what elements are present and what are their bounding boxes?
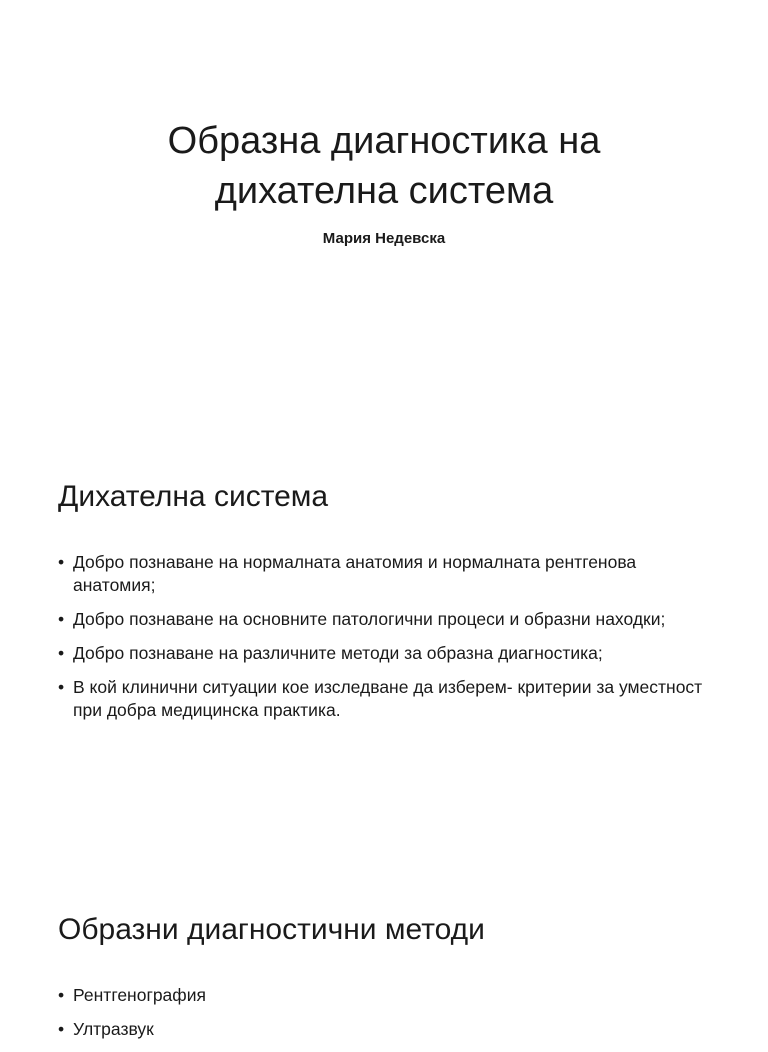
slide-respiratory-system [0, 450, 768, 882]
bullet-text: В кой клинични ситуации кое изследване да изберем- критерии за уместност при добра медицинска практика. [73, 677, 703, 720]
presentation-title [40, 116, 728, 216]
bullet-item [58, 551, 708, 597]
bullet-item [58, 1018, 708, 1041]
bullet-icon: • [58, 552, 65, 572]
bullet-item [58, 642, 708, 665]
bullet-icon: • [58, 643, 65, 663]
author-name: Мария Недевска [322, 230, 446, 247]
slide-imaging-methods [0, 900, 768, 1039]
bullet-text: Добро познаване на различните методи за образна диагностика; [73, 643, 603, 663]
bullet-text: Рентгенография [73, 985, 206, 1005]
bullet-list [58, 984, 708, 1052]
bullet-item [58, 608, 708, 631]
bullet-text: Ултразвук [73, 1019, 154, 1039]
slide-title [0, 0, 768, 432]
bullet-text: Добро познаване на нормалната анатомия и нормалната рентгенова анатомия; [73, 552, 637, 595]
slide-heading: Дихателна система [58, 480, 329, 513]
bullet-text: Добро познаване на основните патологични процеси и образни находки; [73, 609, 666, 629]
bullet-icon: • [58, 609, 65, 629]
title-line-2: дихателна система [214, 170, 554, 212]
bullet-item [58, 984, 708, 1007]
slide-heading: Образни диагностични методи [58, 913, 485, 946]
bullet-icon: • [58, 985, 65, 1005]
bullet-item [58, 676, 708, 722]
title-line-1: Образна диагностика на [167, 120, 601, 162]
bullet-icon: • [58, 677, 65, 697]
bullet-icon: • [58, 1019, 65, 1039]
bullet-list [58, 551, 708, 733]
